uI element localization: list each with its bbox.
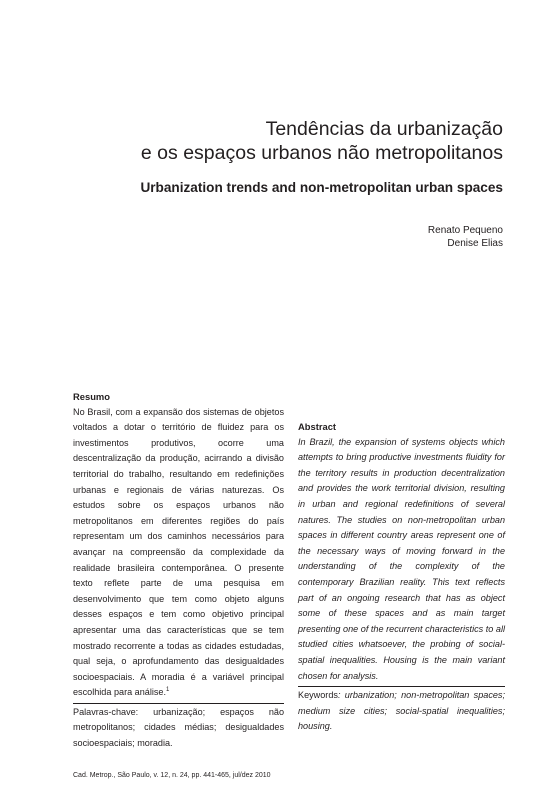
abstract-divider xyxy=(298,686,505,687)
footnote-marker[interactable]: 1 xyxy=(166,687,170,694)
abstract-column xyxy=(298,419,505,735)
resumo-keywords xyxy=(73,705,284,752)
article-title xyxy=(141,117,503,165)
resumo-text: No Brasil, com a expansão dos sistemas de objetos voltados a dotar o território de fluidez para os investimentos produtivos, ocorre uma descentralização da produção, acirrando a divisão territorial do trabalho, resultando em redefinições urbanas e regionais de várias naturezas. Os estudos sobre os espaços urbanos não metropolitanos em diferentes regiões do país representam um dos caminhos necessários para avançar na compreensão da complexidade da realidade brasileira contemporânea. O presente texto reflete parte de uma pesquisa em desenvolvimento que tem como objeto alguns desses espaços e tem como objetivo principal apresentar uma das características que se tem mostrado recorrente a todas as cidades estudadas, qual seja, o aprofundamento das desigualdades socioespaciais. A moradia é a variável principal escolhida para análise. xyxy=(73,406,284,698)
keywords-label: Palavras-chave: xyxy=(73,706,139,717)
title-line-1: Tendências da urbanização xyxy=(265,118,503,140)
keywords-text: : urbanization; non-metropolitan spaces; medium size cities; social-spatial inequalities; housing. xyxy=(298,690,505,732)
abstract-body: In Brazil, the expansion of systems objects which attempts to bring productive investments fluidity for the territory results in production decentralization and provides the work territorial division, resulting in urban and regional redefinitions of several natures. The studies on non-metropolitan urban spaces in different country areas represent one of the necessary ways of moving forward in the understanding of the complexity of the contemporary Brazilian reality. This text reflects part of an ongoing research that has as object some of these spaces and as main target presenting one of the recurrent characteristics to all studied cities whatsoever, the probing of social-spatial inequalities. Housing is the main variant chosen for analysis. xyxy=(298,436,505,681)
title-line-2: e os espaços urbanos não metropolitanos xyxy=(140,142,503,164)
resumo-heading: Resumo xyxy=(73,391,110,402)
author-name: Renato Pequeno xyxy=(427,225,503,236)
resumo-divider xyxy=(73,703,284,704)
keywords-label: Keywords xyxy=(298,690,338,701)
abstract-heading: Abstract xyxy=(298,421,337,432)
author-list xyxy=(428,225,503,250)
english-subtitle: Urbanization trends and non-metropolitan urban spaces xyxy=(140,180,503,195)
resumo-column xyxy=(73,389,284,752)
abstract-keywords xyxy=(298,688,505,735)
author-name: Denise Elias xyxy=(447,237,503,249)
journal-footer: Cad. Metrop., São Paulo, v. 12, n. 24, pp. 441-465, jul/dez 2010 xyxy=(73,772,271,779)
keywords-text: urbanização; espaços não metropolitanos; cidades médias; desigualdades socioespaciais; moradia. xyxy=(73,706,285,749)
resumo-body xyxy=(73,405,284,701)
